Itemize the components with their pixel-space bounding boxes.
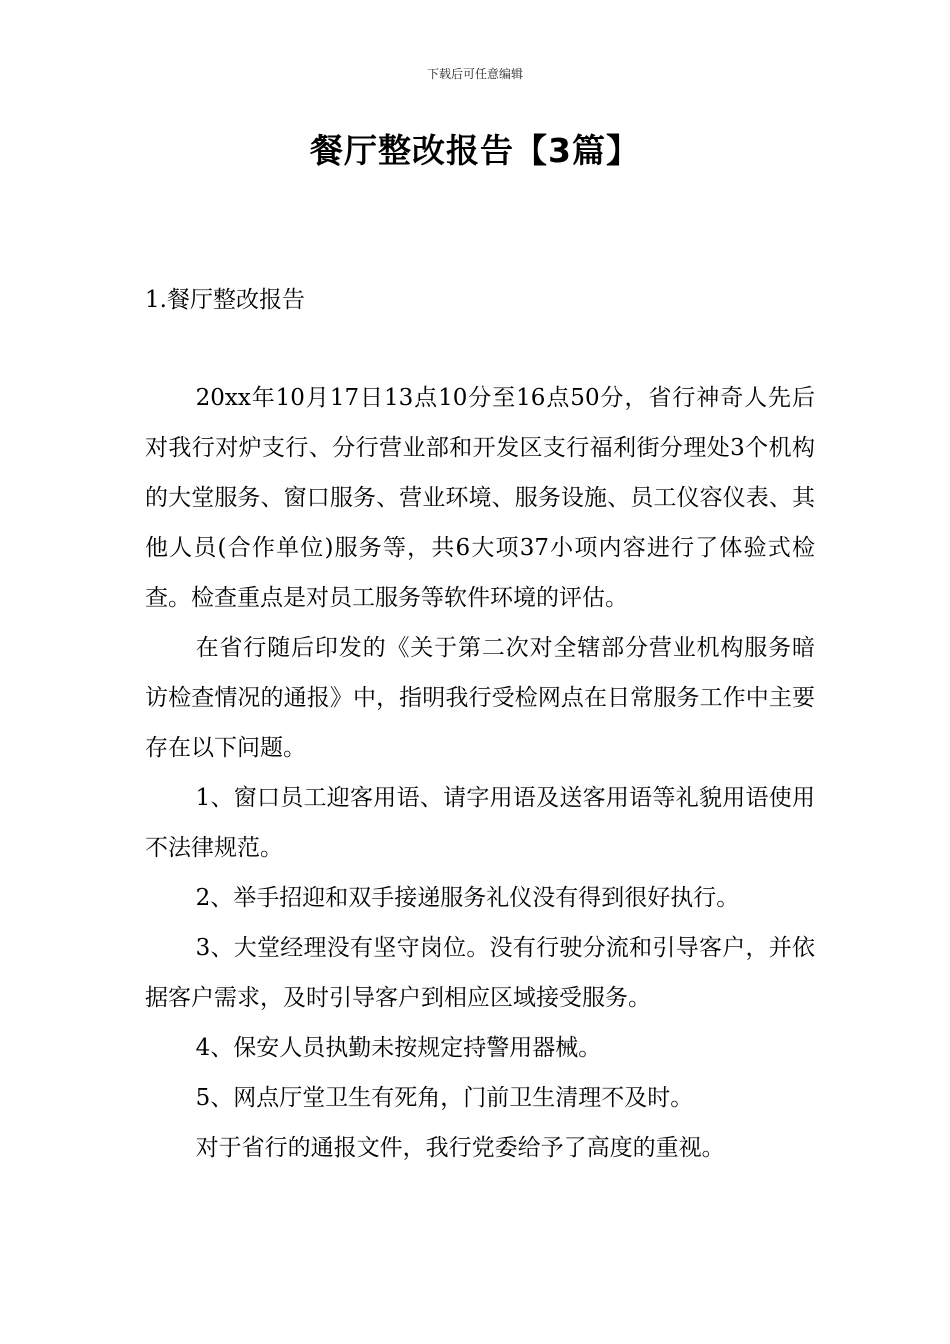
header-note: 下载后可任意编辑: [426, 67, 523, 81]
paragraph-issue-5: 5、网点厅堂卫生有死角，门前卫生清理不及时。: [195, 1085, 694, 1111]
paragraph-notice: 在省行随后印发的《关于第二次对全辖部分营业机构服务暗访检查情况的通报》中，指明我行受检网点在日常服务工作中主要存在以下问题。: [145, 635, 815, 761]
paragraph-issue-4: 4、保安人员执勤未按规定持警用器械。: [195, 1035, 602, 1061]
paragraph-intro: 20xx年10月17日13点10分至16点50分，省行神奇人先后对我行对炉支行、分行营业部和开发区支行福利街分理处3个机构的大堂服务、窗口服务、营业环境、服务设施、员工仪容仪表、其他人员(合作单位)服务等，共6大项37小项内容进行了体验式检查。检查重点是对员工服务等软件环境的评估。: [145, 385, 815, 611]
section-heading: 1.餐厅整改报告: [145, 287, 305, 313]
paragraph-response: 对于省行的通报文件，我行党委给予了高度的重视。: [195, 1135, 725, 1161]
paragraph-issue-2: 2、举手招迎和双手接递服务礼仪没有得到很好执行。: [195, 885, 740, 911]
document-title: 餐厅整改报告【3篇】: [310, 131, 640, 170]
document-body: [145, 373, 815, 1173]
paragraph-issue-3: 3、大堂经理没有坚守岗位。没有行驶分流和引导客户，并依据客户需求，及时引导客户到相应区域接受服务。: [145, 935, 815, 1011]
paragraph-issue-1: 1、窗口员工迎客用语、请字用语及送客用语等礼貌用语使用不法律规范。: [145, 785, 815, 861]
